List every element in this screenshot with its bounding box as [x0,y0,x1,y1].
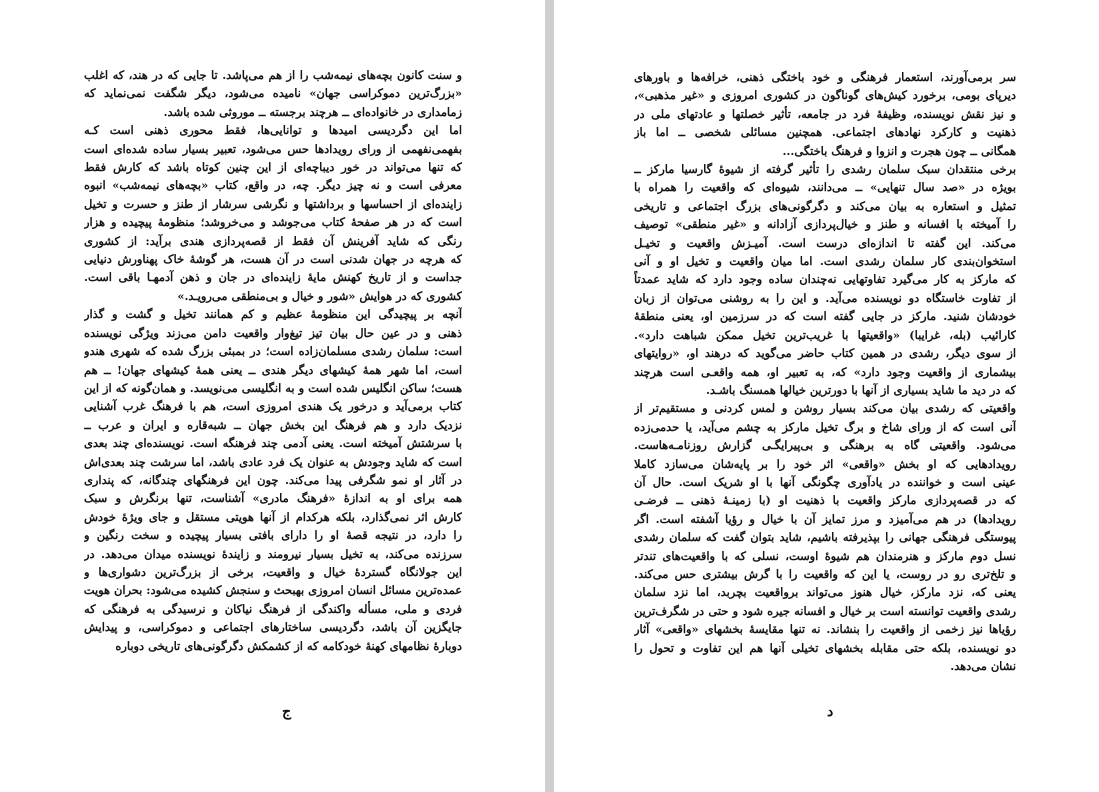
text-line: معرفی است و نه چیز دیگر. چه، در واقع، کتاب «بچه‌های نیمه‌شب» انبوه [84,178,462,193]
text-line: بفهمی‌نفهمی از ورای رویدادها حس می‌شود، تعبیر بسیار ساده شده‌ای است [84,141,462,156]
text-line: است که در هر صفحهٔ کتاب می‌جوشد و می‌خروشد؛ منظومهٔ پیچیده و هزار [84,215,462,230]
text-line: که هرچه در جهان شدنی است در آن هست، هر گوشهٔ خاک پهناورش دنیایی [84,252,462,267]
page-text [84,66,462,655]
text-line: کارائیب (بله، غرایبا) «واقعیتها با غریب‌ترین تخیل ممکن شباهت دارد». [634,327,1016,342]
page-number: ج [282,704,292,720]
text-line: استخوان‌بندی کار سلمان رشدی است. اما میان واقعیت و تخیل او و آنی [634,254,1016,269]
text-line: خودشان شنید. مارکز در جایی گفته است که در سرزمین او، یعنی منطقهٔ [634,309,1016,324]
text-line: کتاب برمی‌آید و درخور یک هندی امروزی است، هم با فرهنگ غرب آشنایی [84,399,462,414]
text-line: جداست و از تاریخ کهنش مایهٔ زاینده‌ای در جان و ذهن آدمهـا باقی است. [84,270,462,285]
text-line: از سوی دیگر، رشدی در همین کتاب حاضر می‌گوید که درهند او، «روایتهای [634,346,1016,361]
text-line: رنگی که شاید آفرینش آن فقط از قصه‌پردازی هندی برآید: از کشوری [84,233,462,248]
text-line: آنی است که از ورای شاخ و برگ تخیل مارکز به چشم می‌آید، یا حدمی‌زده [634,419,1016,434]
text-line: را دارد، در نتیجه قصهٔ او را دارای بافتی بسیار پیچیده و سخت رنگین و [84,528,462,543]
text-line: است، اما شهر همهٔ کیشهای دیگر هندی ــ یعنی همهٔ کیشهای جهان! ــ هم [84,362,462,377]
text-line: ذهنی و در عین حال بیان تیز تیغ‌وار واقعیت دامن می‌زند ویژگی نویسنده [84,325,462,340]
text-line: سرزنده می‌کند، به تخیل بسیار نیرومند و زایندهٔ نویسنده میدان می‌دهد. در [84,546,462,561]
text-line: دو نویسنده، بلکه حتی مقابله بخشهای تخیلی آنها هم این تفاوت و تحول را [634,640,1016,655]
text-line: بویژه در «صد سال تنهایی» ــ می‌دانند، شیوه‌ای که واقعیت را همراه با [634,180,1016,195]
text-line: یعنی که، نزد مارکز، خیال هنوز می‌تواند برواقعیت بچربد، اما نزد سلمان [634,585,1016,600]
page-gutter [545,0,554,792]
text-line: تمثیل و استعاره به بیان می‌کند و دگرگونی‌های بزرگ اجتماعی و تاریخی [634,198,1016,213]
text-line: دیرپای بومی، برخورد کیش‌های گوناگون در کشوری امروزی و «غیر مذهبی»، [634,88,1016,103]
text-line: عینی است و خواننده در یادآوری چگونگی آنها با او شریک است. حال آن [634,474,1016,489]
text-line: با سرشتش آمیخته است. یعنی آدمی چند فرهنگه است. نویسنده‌ای چند بعدی [84,436,462,451]
text-line: این جولانگاه گستردهٔ خیال و واقعیت، برخی از بزرگ‌ترین دشواری‌ها و [84,564,462,579]
text-line: است که شاید وجودش به عنوان یک فرد عادی باشد، اما سرشت چند بعدی‌اش [84,454,462,469]
text-line: و نیز نقش نویسنده، وظیفهٔ فرد در جامعه، تأثیر خصلتها و عادتهای ملی در [634,106,1016,121]
text-line: که تنها می‌تواند در خور دیباچه‌ای از این چنین کوتاه باشد که کارش فقط [84,160,462,175]
text-line: اما این دگردیسی امیدها و توانایی‌ها، فقط محوری ذهنی است کـه [84,123,462,138]
text-line: رویدادها) در هم می‌آمیزد و مرز تمایز آن با خیال و رؤیا آشفته است. اگر [634,511,1016,526]
page-right [554,0,1099,792]
text-line: جایگزین آن باشد، دگردیسی ساختارهای اجتماعی و دموکراسی، و پیدایش [84,620,462,635]
text-line: است: سلمان رشدی مسلمان‌زاده است؛ در بمبئی بزرگ شده که شهری هندو [84,344,462,359]
text-line: سر برمی‌آورند، استعمار فرهنگی و خود باختگی ذهنی، خرافه‌ها و باورهای [634,70,1016,84]
text-line: فردی و ملی، مسأله واکندگی از فرهنگ نیاکان و نرسیدگی به فرهنگی که [84,601,462,616]
text-line: از تفاوت خاستگاه دو نویسنده می‌آید. و این را به روشنی می‌توان از زبان [634,290,1016,305]
text-line: نسل دوم مارکز و هنرمندان هم شیوهٔ اوست، نسلی که با واقعیت‌های تندتر [634,548,1016,563]
page-text [634,68,1016,675]
text-line: واقعیتی که رشدی بیان می‌کند بسیار روشن و لمس کردنی و مستقیم‌تر از [634,401,1016,416]
text-line: نزدیک دارد و هم فرهنگ این بخش جهان ــ شبه‌قاره و ایران و عرب ــ [84,417,462,432]
text-line: همگانی ــ چون هجرت و انزوا و فرهنگ باختگی... [782,143,1016,158]
text-line: کارش اثر نمی‌گذارد، بلکه هرکدام از آنها هویتی مستقل و جای ویژهٔ خودش [84,509,462,524]
page-number: د [827,704,834,720]
text-line: نشان می‌دهد. [950,659,1016,673]
text-line: دوبارهٔ نظامهای کهنهٔ خودکامه که از کشمکش دگرگونی‌های تاریخی دوباره [115,638,462,653]
text-line: هست؛ ساکن انگلیس شده است و به انگلیسی می‌نویسد. و همان‌گونه که از این [84,380,462,395]
text-line: زمامداری در خانواده‌ای ــ هرچند برجسته ــ موروثی شده باشد. [163,104,462,119]
text-line: و سنت کانون بچه‌های نیمه‌شب را از هم می‌پاشد. تا جایی که در هند، که اغلب [84,68,462,82]
text-line: پیوستگی فرهنگی جهانی را بپذیرفته باشیم، شاید بتوان گفت که سلمان رشدی [634,530,1016,545]
text-line: که در دید ما شاید بسیاری از آنها با دورترین خیالها همسنگ باشـد. [705,382,1016,397]
text-line: همه برای او به اندازهٔ «فرهنگ مادری» آشناست، تنها برنگرش و سبک [84,491,462,506]
text-line: که در قصه‌پردازی مارکز واقعیت با ذهنیت او (با زمینـهٔ ذهنی ــ فرضـی [634,493,1016,508]
text-line: برخی منتقدان سبک سلمان رشدی را تأثیر گرفته از شیوهٔ گارسیا مارکز ــ [634,162,1016,177]
text-line: می‌شود. واقعیتی گاه به برهنگی و بی‌پیرایگـی گزارش روزنامـه‌هاست. [634,438,1016,453]
text-line: بیشماری از واقعیت وجود دارد» که، به تعبیر او، همه واقعـی است هرچند [634,364,1016,379]
text-line: «بزرگ‌ترین دموکراسی جهان» نامیده می‌شود، دیگر شگفت نمی‌نماید که [84,86,462,101]
text-line: رویدادهایی که او بخش «واقعی» اثر خود را بر پایه‌شان می‌سازد کاملا [634,456,1016,471]
page-left [0,0,545,792]
text-line: ذهنیت و کارکرد نهادهای اجتماعی. همچنین مسائلی شخصی ــ اما باز [634,125,1016,140]
text-line: کشوری که در هوایش «شور و خیال و بی‌منطقی می‌رویـد.» [177,288,462,303]
text-line: زاینده‌ای از احساسها و برداشتها و نگرشی سرشار از طنز و حسرت و تخیل [84,196,462,211]
text-line: می‌کند. این گفته تا اندازه‌ای درست است. آمیـزش واقعیت و تخیـل [634,235,1016,250]
text-line: رؤیاها نیز زخمی از واقعیت را بنشاند. نه تنها مقایسهٔ بخشهای «واقعی» آثار [634,622,1016,637]
text-line: در آثار او نمو شگرفی پیدا می‌کند. چون این فرهنگهای چندگانه، که پنداری [84,472,462,487]
text-line: رشدی واقعیت توانسته است بر خیال و افسانه جیره شود و حتی در شگرف‌ترین [634,603,1016,618]
text-line: را آمیخته با افسانه و طنز و خیال‌پردازی آزادانه و «غیر منطقی» توصیف [634,217,1016,232]
text-line: آنچه بر پیچیدگی این منظومهٔ عظیم و کم همانند تخیل و گشت و گذار [84,307,462,322]
text-line: عمده‌ترین مسائل انسان امروزی بهبحث و سنجش کشیده می‌شود: بحران هویت [84,583,462,598]
text-line: و تلخ‌تری رو در روست، یا این که واقعیت را با گرش بیشتری حس می‌کند. [634,566,1016,581]
text-line: که مارکز به کار می‌گیرد تفاوتهایی نه‌چندان ساده وجود دارد که شاید عمدتاً [634,272,1016,287]
